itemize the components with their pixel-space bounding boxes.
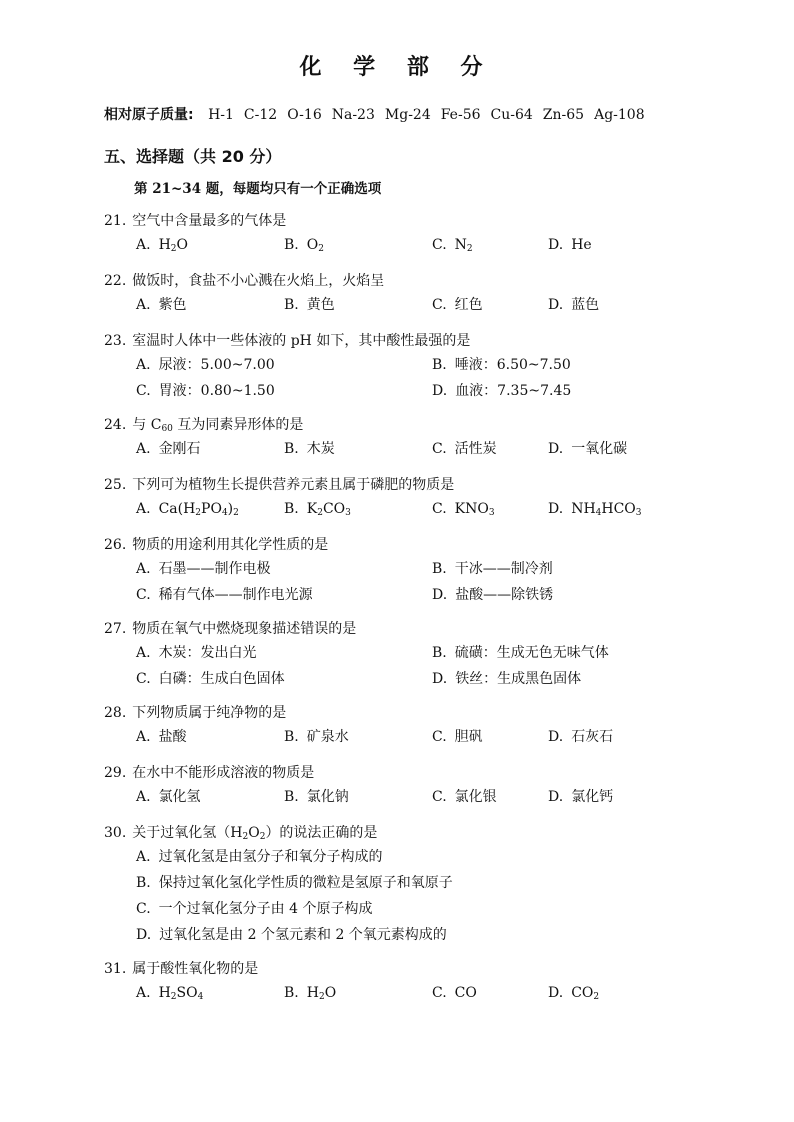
option-text [159, 587, 313, 603]
question-number: 26. [104, 537, 127, 553]
text-run: O [324, 985, 337, 1001]
text-run: 木炭：发出白光 [158, 645, 257, 661]
question-number: 27. [104, 621, 127, 637]
option-text [455, 237, 473, 253]
option-letter: B. [284, 297, 299, 313]
question-26 [104, 534, 744, 608]
option-letter: C. [136, 901, 151, 917]
option-letter: D. [136, 927, 152, 943]
option-text [307, 729, 349, 745]
option-letter: B. [432, 561, 447, 577]
option-a [136, 980, 203, 1006]
option-b [432, 640, 609, 666]
question-text: 做饭时，食盐不小心溅在火焰上，火焰呈 [132, 273, 385, 289]
option-text [307, 985, 336, 1001]
option-letter: C. [432, 501, 447, 517]
options-list-item [104, 922, 744, 948]
subscript: 60 [161, 424, 173, 434]
option-text [159, 671, 285, 687]
option-letter: A. [136, 357, 151, 373]
text-run: PO [201, 501, 222, 517]
option-text [159, 729, 187, 745]
option-a [136, 436, 201, 462]
question-31 [104, 958, 744, 1006]
option-text [159, 501, 239, 517]
text-run: 硫磺：生成无色无味气体 [454, 645, 609, 661]
option-letter: D. [548, 297, 564, 313]
text-run: 胆矾 [454, 729, 483, 745]
option-letter: B. [136, 875, 151, 891]
option-c [136, 901, 372, 917]
question-30 [104, 822, 744, 948]
option-text [159, 357, 275, 373]
option-a [136, 849, 383, 865]
text-run: 活性炭 [454, 441, 497, 457]
option-b [284, 292, 335, 318]
text-run: HCO [601, 501, 636, 517]
options-row [104, 436, 744, 462]
text-run: 尿液：5.00~7.00 [158, 357, 275, 373]
option-a [136, 292, 187, 318]
question-stem [104, 534, 744, 556]
option-letter: A. [136, 297, 151, 313]
option-letter: A. [136, 729, 151, 745]
option-text [159, 901, 373, 917]
question-text: 物质的用途利用其化学性质的是 [132, 537, 329, 553]
option-letter: D. [548, 501, 564, 517]
subscript: 3 [488, 508, 495, 518]
option-text [455, 985, 477, 1001]
atomic-mass-item: Fe-56 [440, 107, 481, 123]
option-d [548, 980, 599, 1006]
text-run: H [158, 985, 171, 1001]
subscript: 2 [170, 244, 177, 254]
option-letter: B. [432, 357, 447, 373]
option-d [136, 927, 447, 943]
subscript: 2 [318, 992, 325, 1002]
atomic-masses-list [198, 107, 645, 123]
option-letter: D. [432, 383, 448, 399]
text-run: 关于过氧化氢（H [132, 825, 243, 841]
question-28 [104, 702, 744, 750]
text-run: 血液：7.35~7.45 [455, 383, 572, 399]
text-run: 氯化氢 [158, 789, 201, 805]
text-run: CO [454, 985, 477, 1001]
option-b [284, 980, 336, 1006]
option-letter: B. [284, 729, 299, 745]
option-text [571, 789, 613, 805]
text-run: 唾液：6.50~7.50 [454, 357, 571, 373]
text-run: 蓝色 [571, 297, 600, 313]
option-letter: A. [136, 237, 151, 253]
text-run: 与 C [132, 417, 162, 433]
option-letter: B. [432, 645, 447, 661]
question-number: 30. [104, 825, 127, 841]
text-run: 矿泉水 [306, 729, 349, 745]
option-letter: A. [136, 849, 151, 865]
page-title: 化 学 部 分 [299, 55, 495, 80]
atomic-mass-item: Ag-108 [594, 107, 645, 123]
option-letter: D. [548, 789, 564, 805]
text-run: CO [571, 985, 594, 1001]
options-row [104, 980, 744, 1006]
option-letter: B. [284, 237, 299, 253]
text-run: 紫色 [158, 297, 187, 313]
text-run: 干冰——制冷剂 [454, 561, 553, 577]
options-row [104, 666, 744, 692]
option-letter: C. [432, 985, 447, 1001]
text-run: H [306, 985, 319, 1001]
option-b [432, 556, 553, 582]
question-text [132, 825, 377, 841]
option-c [432, 784, 497, 810]
options-row [104, 784, 744, 810]
text-run: 氯化钙 [571, 789, 614, 805]
question-27 [104, 618, 744, 692]
question-number: 31. [104, 961, 127, 977]
option-d [548, 784, 613, 810]
option-letter: C. [432, 237, 447, 253]
text-run: 白磷：生成白色固体 [158, 671, 285, 687]
question-number: 21. [104, 213, 127, 229]
atomic-mass-item: Na-23 [331, 107, 375, 123]
text-run: KNO [454, 501, 489, 517]
question-text: 下列可为植物生长提供营养元素且属于磷肥的物质是 [132, 477, 455, 493]
option-c [432, 980, 477, 1006]
subscript: 2 [195, 508, 202, 518]
question-24 [104, 414, 744, 462]
option-a [136, 352, 275, 378]
text-run: 互为同素异形体的是 [172, 417, 304, 433]
text-run: O [306, 237, 319, 253]
text-run: 稀有气体——制作电光源 [158, 587, 313, 603]
options-list-item [104, 870, 744, 896]
option-d [548, 292, 599, 318]
subscript: 2 [317, 508, 323, 518]
question-22 [104, 270, 744, 318]
atomic-mass-item: Cu-64 [490, 107, 533, 123]
subscript: 4 [197, 992, 204, 1002]
option-c [432, 232, 473, 258]
option-d [432, 666, 581, 692]
option-letter: A. [136, 501, 151, 517]
options-row [104, 292, 744, 318]
option-text [159, 645, 257, 661]
option-text [571, 237, 592, 253]
text-run: 盐酸——除铁锈 [455, 587, 554, 603]
option-b [432, 352, 571, 378]
option-text [159, 849, 383, 865]
text-run: ) [227, 501, 234, 517]
options-row [104, 232, 744, 258]
subscript: 2 [318, 244, 324, 254]
option-text [455, 587, 553, 603]
text-run: 盐酸 [158, 729, 187, 745]
option-a [136, 496, 239, 522]
option-text [307, 237, 324, 253]
atomic-masses [104, 104, 645, 124]
option-text [307, 441, 335, 457]
option-text [455, 297, 483, 313]
option-text [455, 645, 609, 661]
question-stem [104, 474, 744, 496]
question-stem [104, 330, 744, 352]
option-text [571, 441, 627, 457]
text-run: 胃液：0.80~1.50 [158, 383, 275, 399]
atomic-mass-item: Mg-24 [384, 107, 431, 123]
text-run: O [248, 825, 260, 841]
option-text [307, 297, 335, 313]
option-a [136, 784, 201, 810]
atomic-mass-item: C-12 [243, 107, 278, 123]
option-text [159, 789, 201, 805]
option-text [159, 383, 275, 399]
option-d [548, 496, 642, 522]
question-text: 在水中不能形成溶液的物质是 [132, 765, 315, 781]
text-run: 保持过氧化氢化学性质的微粒是氢原子和氧原子 [158, 875, 453, 891]
text-run: H [158, 237, 171, 253]
option-letter: B. [284, 501, 299, 517]
subscript: 2 [242, 832, 249, 842]
option-d [548, 436, 627, 462]
question-number: 23. [104, 333, 127, 349]
question-text [132, 417, 303, 433]
text-run: 氯化银 [454, 789, 497, 805]
options-row [104, 496, 744, 522]
question-number: 22. [104, 273, 127, 289]
option-letter: B. [284, 789, 299, 805]
option-c [432, 436, 497, 462]
option-letter: B. [284, 985, 299, 1001]
option-text [159, 985, 204, 1001]
option-letter: A. [136, 789, 151, 805]
option-letter: D. [548, 729, 564, 745]
option-letter: D. [548, 237, 564, 253]
option-text [455, 671, 581, 687]
option-letter: C. [136, 587, 151, 603]
question-text: 空气中含量最多的气体是 [132, 213, 287, 229]
option-text [571, 729, 613, 745]
option-b [284, 436, 335, 462]
option-letter: D. [548, 985, 564, 1001]
text-run: 铁丝：生成黑色固体 [455, 671, 582, 687]
text-run: 红色 [454, 297, 483, 313]
option-a [136, 232, 188, 258]
text-run: 石墨——制作电极 [158, 561, 271, 577]
subscript: 2 [259, 832, 266, 842]
option-b [284, 496, 351, 522]
question-text: 物质在氧气中燃烧现象描述错误的是 [132, 621, 357, 637]
option-text [307, 501, 351, 517]
subscript: 2 [593, 992, 600, 1002]
question-29 [104, 762, 744, 810]
option-b [284, 784, 349, 810]
option-letter: C. [432, 441, 447, 457]
question-stem [104, 958, 744, 980]
option-letter: A. [136, 561, 151, 577]
option-text [159, 297, 187, 313]
option-a [136, 640, 257, 666]
question-stem [104, 210, 744, 232]
option-c [136, 582, 313, 608]
option-a [136, 724, 187, 750]
question-23 [104, 330, 744, 404]
option-d [432, 582, 553, 608]
subscript: 4 [595, 508, 602, 518]
option-letter: C. [432, 729, 447, 745]
options-list-item [104, 896, 744, 922]
option-text [307, 789, 349, 805]
option-text [455, 441, 497, 457]
text-run: NH [571, 501, 596, 517]
text-run: N [454, 237, 467, 253]
question-stem [104, 762, 744, 784]
options-row [104, 582, 744, 608]
option-text [571, 985, 599, 1001]
option-b [284, 232, 324, 258]
option-letter: D. [432, 587, 448, 603]
text-run: Ca(H [158, 501, 196, 517]
section-instruction: 第 21~34 题，每题均只有一个正确选项 [134, 181, 382, 197]
option-text [159, 927, 447, 943]
option-b [284, 724, 349, 750]
question-21 [104, 210, 744, 258]
option-b [136, 875, 453, 891]
options-row [104, 378, 744, 404]
question-number: 29. [104, 765, 127, 781]
option-d [548, 232, 592, 258]
question-stem [104, 270, 744, 292]
question-25 [104, 474, 744, 522]
text-run: 一氧化碳 [571, 441, 628, 457]
text-run: SO [176, 985, 198, 1001]
question-number: 28. [104, 705, 127, 721]
option-text [455, 501, 495, 517]
text-run: 石灰石 [571, 729, 614, 745]
option-text [455, 383, 571, 399]
atomic-masses-label: 相对原子质量: [104, 107, 194, 123]
option-text [159, 441, 201, 457]
subscript: 3 [345, 508, 351, 518]
subscript: 2 [233, 508, 239, 518]
options-row [104, 352, 744, 378]
option-c [432, 496, 495, 522]
question-stem [104, 702, 744, 724]
text-run: 黄色 [306, 297, 335, 313]
options-row [104, 556, 744, 582]
option-a [136, 556, 271, 582]
text-run: 过氧化氢是由 2 个氢元素和 2 个氧元素构成的 [159, 927, 447, 943]
option-text [455, 789, 497, 805]
option-d [432, 378, 571, 404]
question-number: 24. [104, 417, 127, 433]
options-row [104, 640, 744, 666]
atomic-mass-item: H-1 [208, 107, 234, 123]
option-letter: C. [136, 671, 151, 687]
option-letter: A. [136, 985, 151, 1001]
option-text [455, 357, 571, 373]
option-letter: C. [432, 297, 447, 313]
option-letter: B. [284, 441, 299, 457]
option-c [136, 666, 285, 692]
option-c [432, 724, 483, 750]
option-text [455, 729, 483, 745]
question-stem [104, 822, 744, 844]
option-text [455, 561, 553, 577]
option-letter: D. [432, 671, 448, 687]
options-row [104, 724, 744, 750]
text-run: 一个过氧化氢分子由 4 个原子构成 [158, 901, 373, 917]
option-letter: C. [136, 383, 151, 399]
option-c [432, 292, 483, 318]
subscript: 4 [221, 508, 228, 518]
option-text [159, 237, 188, 253]
option-text [571, 297, 599, 313]
section-heading: 五、选择题（共 20 分） [104, 147, 282, 166]
text-run: He [571, 237, 592, 253]
text-run: K [306, 501, 318, 517]
subscript: 2 [466, 244, 473, 254]
option-letter: D. [548, 441, 564, 457]
text-run: 氯化钠 [306, 789, 349, 805]
option-letter: C. [432, 789, 447, 805]
option-d [548, 724, 613, 750]
option-text [571, 501, 641, 517]
question-stem [104, 414, 744, 436]
subscript: 2 [170, 992, 177, 1002]
question-stem [104, 618, 744, 640]
text-run: CO [322, 501, 346, 517]
atomic-mass-item: O-16 [287, 107, 322, 123]
atomic-mass-item: Zn-65 [542, 107, 585, 123]
text-run: ）的说法正确的是 [265, 825, 378, 841]
subscript: 3 [635, 508, 642, 518]
option-text [159, 561, 271, 577]
options-list-item [104, 844, 744, 870]
text-run: 木炭 [306, 441, 335, 457]
option-letter: A. [136, 441, 151, 457]
option-text [159, 875, 453, 891]
text-run: O [176, 237, 188, 253]
option-letter: A. [136, 645, 151, 661]
question-text: 下列物质属于纯净物的是 [132, 705, 287, 721]
option-c [136, 378, 275, 404]
question-number: 25. [104, 477, 127, 493]
question-text: 属于酸性氧化物的是 [132, 961, 259, 977]
options-list [104, 844, 744, 948]
text-run: 金刚石 [158, 441, 201, 457]
question-text: 室温时人体中一些体液的 pH 如下，其中酸性最强的是 [132, 333, 471, 349]
text-run: 过氧化氢是由氢分子和氧分子构成的 [158, 849, 383, 865]
